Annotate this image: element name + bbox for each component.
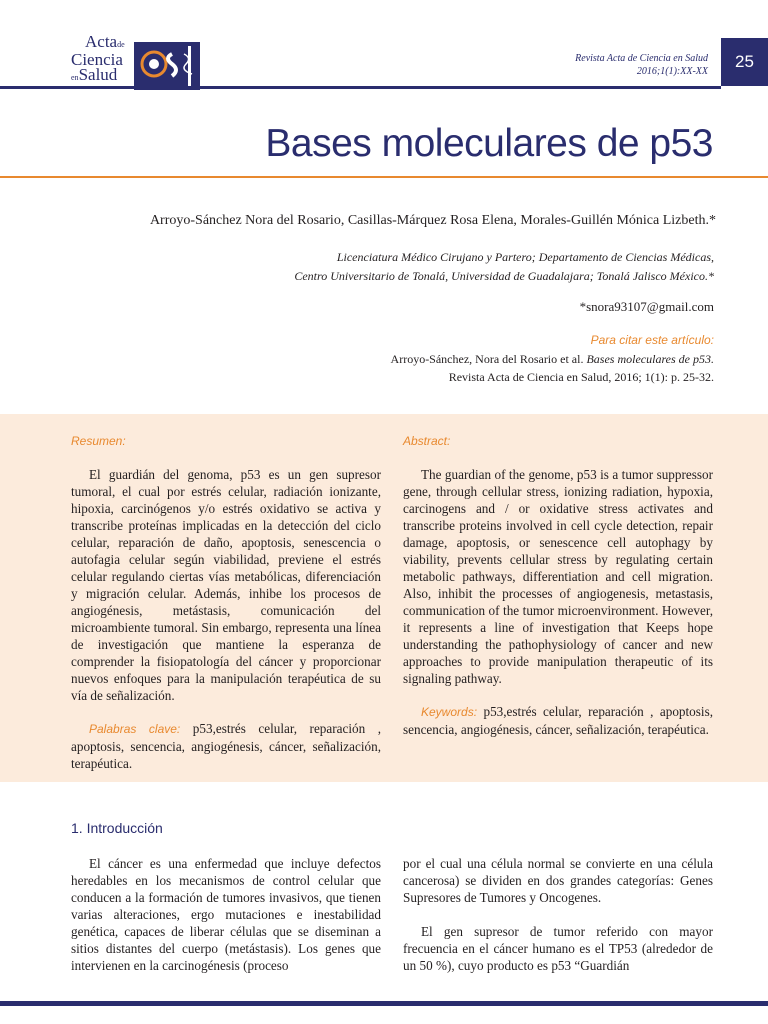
- corresponding-email[interactable]: *snora93107@gmail.com: [579, 299, 714, 314]
- resumen-heading: Resumen:: [71, 434, 126, 448]
- footer-divider: [0, 1001, 768, 1006]
- intro-paragraph: por el cual una célula normal se convierte en una célula cancerosa) se dividen en dos grandes categorías: Genes Supresores de Tumores y Oncogenes.: [403, 856, 713, 905]
- page-number: 25: [721, 38, 768, 86]
- author-list: Arroyo-Sánchez Nora del Rosario, Casillas-Márquez Rosa Elena, Morales-Guillén Mónica Lizbeth.*: [149, 213, 716, 228]
- citation-authors: Arroyo-Sánchez, Nora del Rosario et al.: [390, 352, 584, 366]
- journal-name: Revista Acta de Ciencia en Salud: [575, 53, 708, 64]
- resumen-keywords: p53,estrés celular, reparación , apoptosis, sencencia, angiogénesis, cáncer, señalización, terapéutica.: [71, 721, 382, 771]
- abstract-keywords: p53,estrés celular, reparación , apoptosis, sencencia, angiogénesis, cáncer, señalización, terapéutica.: [403, 704, 713, 737]
- citation-source: Revista Acta de Ciencia en Salud, 2016; 1(1): p. 25-32.: [448, 370, 714, 384]
- logo-word-de: de: [117, 40, 125, 49]
- journal-citation-header: [575, 52, 708, 78]
- resumen-column: [71, 466, 381, 772]
- intro-column-right: [403, 855, 713, 974]
- affiliation-line: Centro Universitario de Tonalá, Universidad de Guadalajara; Tonalá Jalisco México.*: [294, 269, 714, 283]
- header-divider: [0, 86, 721, 89]
- citation-heading: Para citar este artículo:: [590, 333, 714, 347]
- journal-logo-icon: [134, 38, 206, 92]
- affiliation: [294, 248, 714, 286]
- intro-paragraph: El cáncer es una enfermedad que incluye defectos heredables en los mecanismos de control celular que conducen a la formación de tumores invasivos, que tienen varias alteraciones, ergo mutaciones e inestabilidad genética, capaces de liberar células que se diseminan a sitios distantes del cuerpo (metástasis). Los genes que intervienen en la carcinogénesis (proceso: [71, 856, 381, 973]
- logo-word-acta: Acta: [85, 32, 118, 51]
- journal-logo-text: [71, 34, 133, 85]
- citation: [391, 350, 714, 386]
- intro-paragraph: El gen supresor de tumor referido con mayor frecuencia en el cáncer humano es el TP53 (alrededor de un 50 %), cuyo producto es p53 “Guardián: [403, 924, 713, 973]
- abstract-keywords-label: Keywords:: [421, 705, 478, 719]
- section-heading-introduccion: 1. Introducción: [71, 820, 163, 836]
- logo-word-salud: Salud: [78, 65, 118, 84]
- article-title: Bases moleculares de p53: [265, 122, 713, 165]
- intro-column-left: [71, 855, 381, 974]
- abstract-heading: Abstract:: [403, 434, 451, 448]
- resumen-body: El guardián del genoma, p53 es un gen supresor tumoral, el cual por estrés celular, radiación ionizante, hipoxia, carcinógenos y/o estrés oxidativo se activa y transcribe proteínas implicadas en la detección del ciclo celular, reparación de daño, apoptosis, senescencia o autofagia celular según viabilidad, previene el estrés celular regulando ciertas vías metabólicas, diferenciación y migración celular. Además, inhibe los procesos de angiogénesis, metástasis, comunicación del microambiente tumoral. Sin embargo, representa una línea de investigación que mantiene la esperanza de comprender la fisiopatología del cáncer y proporcionar nuevos enfoques para la manipulación terapéutica de su vía de señalización.: [71, 467, 381, 703]
- title-divider: [0, 176, 768, 178]
- logo-word-en: en: [71, 73, 79, 82]
- citation-title: Bases moleculares de p53.: [586, 352, 714, 366]
- logo-word-ciencia: Ciencia: [71, 50, 123, 69]
- abstract-column: [403, 466, 713, 738]
- resumen-keywords-label: Palabras clave:: [89, 722, 181, 736]
- abstract-body: The guardian of the genome, p53 is a tumor suppressor gene, through cellular stress, ionizing radiation, hypoxia, carcinogens and / or oxidative stress activates and transcribe proteins involved in cell cycle detection, repair damage, apoptosis, or senescence cell autophagy by viability, prevents cellular stress by regulating certain metabolic pathways, differentiation and cell migration. Also, inhibit the processes of angiogenesis, metastasis, communication of the tumor microenvironment. However, it represents a line of investigation that Keeps hope understanding the pathophysiology of cancer and new approaches to provide manipulation therapeutic of its signaling pathway.: [403, 467, 713, 686]
- journal-issue: 2016;1(1):XX-XX: [636, 66, 708, 77]
- affiliation-line: Licenciatura Médico Cirujano y Partero; Departamento de Ciencias Médicas,: [336, 250, 714, 264]
